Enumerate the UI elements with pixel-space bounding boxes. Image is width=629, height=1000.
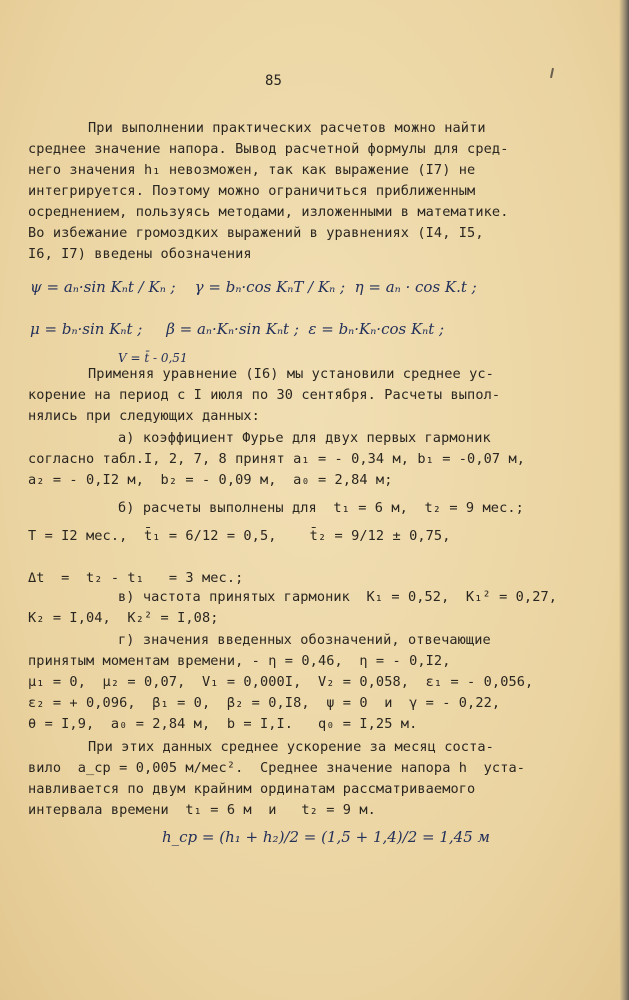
pencil-mark [550,68,554,78]
text-line-23: θ = I,9, a₀ = 2,84 м, b = I,I. q₀ = I,25 м. [28,716,418,732]
text-line-13: a₂ = - 0,I2 м, b₂ = - 0,09 м, a₀ = 2,84 м; [28,472,393,488]
text-line-1: При выполнении практических расчетов можно найти [88,120,486,136]
text-line-22: ε₂ = + 0,096, β₁ = 0, β₂ = 0,I8, ψ = 0 и γ = - 0,22, [28,695,501,711]
text-line-19: г) значения введенных обозначений, отвечающие [118,632,491,648]
text-line-21: μ₁ = 0, μ₂ = 0,07, V₁ = 0,000I, V₂ = 0,058, ε₁ = - 0,056, [28,674,534,690]
formula-line-2: μ = bₙ·sin Kₙt ; β = aₙ·Kₙ·sin Kₙt ; ε = bₙ·Kₙ·cos Kₙt ; [30,320,445,338]
text-line-10: нялись при следующих данных: [28,408,260,424]
text-line-17: в) частота принятых гармоник K₁ = 0,52, K₁² = 0,27, [118,589,558,605]
text-line-8: Применяя уравнение (I6) мы установили среднее ус- [88,366,494,382]
text-line-27: интервала времени t₁ = 6 м и t₂ = 9 м. [28,802,376,818]
text-line-9: корение на период с I июля по 30 сентября. Расчеты выпол- [28,387,501,403]
text-line-16: Δt = t₂ - t₁ = 3 мес.; [28,570,244,586]
page-number: 85 [265,73,283,89]
text-line-25: вило a_ср = 0,005 м/мес². Среднее значение напора h уста- [28,760,526,776]
text-line-14: б) расчеты выполнены для t₁ = 6 м, t₂ = 9 мес.; [118,500,524,516]
text-line-5: осреднением, пользуясь методами, изложенными в математике. [28,204,509,220]
text-line-3: него значения h₁ невозможен, так как выражение (I7) не [28,162,476,178]
text-line-7: I6, I7) введены обозначения [28,246,252,262]
formula-line-4: h_ср = (h₁ + h₂)/2 = (1,5 + 1,4)/2 = 1,45 м [162,828,490,846]
formula-line-3: V = t̄ - 0,51 [118,351,188,365]
text-line-18: K₂ = I,04, K₂² = I,08; [28,610,219,626]
text-line-6: Во избежание громоздких выражений в уравнениях (I4, I5, [28,225,484,241]
text-line-15: T = I2 мес., t̄₁ = 6/12 = 0,5, t̄₂ = 9/12 ± 0,75, [28,528,451,544]
text-line-2: среднее значение напора. Вывод расчетной формулы для сред- [28,141,509,157]
text-line-24: При этих данных среднее ускорение за месяц соста- [88,739,494,755]
text-line-12: согласно табл.I, 2, 7, 8 принят a₁ = - 0,34 м, b₁ = -0,07 м, [28,451,526,467]
text-line-20: принятым моментам времени, - η = 0,46, η = - 0,I2, [28,653,451,669]
formula-line-1: ψ = aₙ·sin Kₙt / Kₙ ; γ = bₙ·cos KₙT / Kₙ ; η = aₙ · cos K.t ; [30,278,477,296]
page-edge-shadow [619,0,629,1000]
text-line-26: навливается по двум крайним ординатам рассматриваемого [28,781,476,797]
text-line-4: интегрируется. Поэтому можно ограничиться приближенным [28,183,476,199]
text-line-11: а) коэффициент Фурье для двух первых гармоник [118,430,491,446]
